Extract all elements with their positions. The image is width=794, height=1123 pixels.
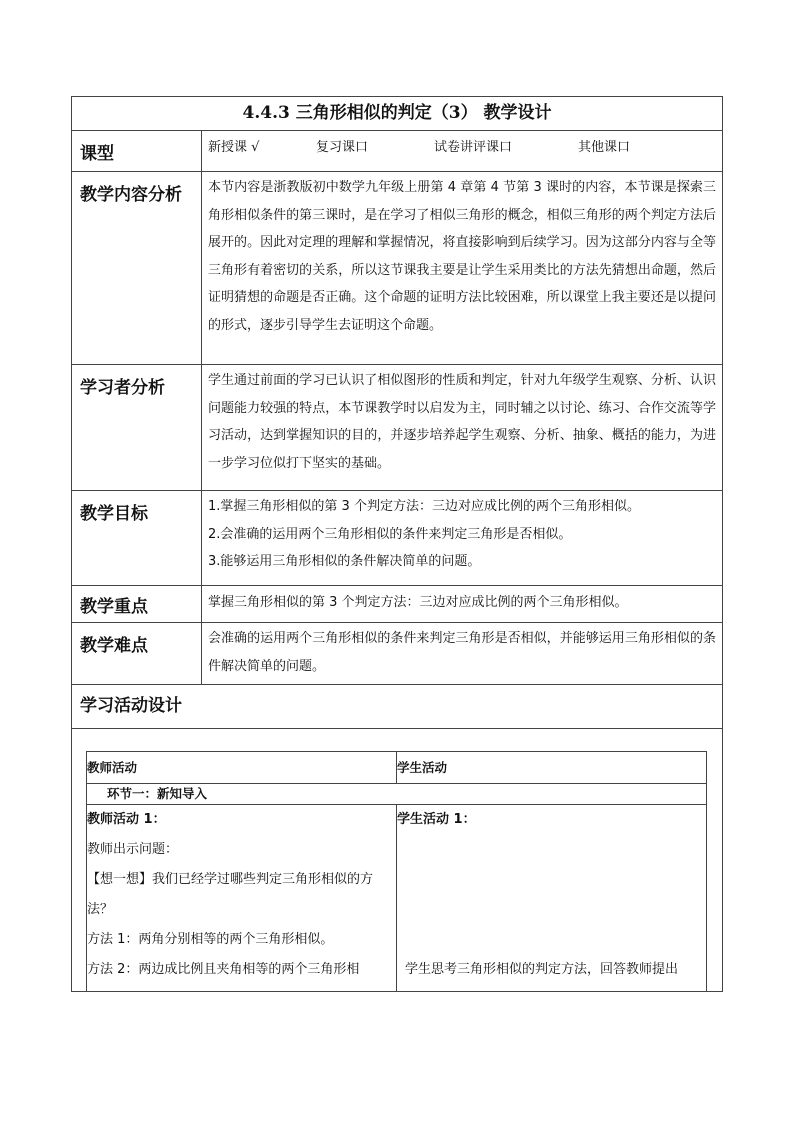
lesson-plan-table bbox=[71, 96, 723, 992]
teacher-activity-header: 教师活动 bbox=[87, 752, 397, 784]
stage-label: 环节一：新知导入 bbox=[87, 784, 707, 805]
course-type-option: 新授课 √ bbox=[208, 140, 260, 155]
course-type-option: 其他课口 bbox=[578, 140, 631, 155]
difficulties-text: 会准确的运用两个三角形相似的条件来判定三角形是否相似，并能够运用三角形相似的条件解决简单的问题。 bbox=[202, 623, 723, 685]
learner-analysis-text: 学生通过前面的学习已认识了相似图形的性质和判定，针对九年级学生观察、分析、认识问题能力较强的特点，本节课教学时以启发为主，同时辅之以讨论、练习、合作交流等学习活动，达到掌握知识的目的，并逐步培养起学生观察、分析、抽象、概括的能力，为进一步学习位似打下坚实的基础。 bbox=[202, 365, 723, 491]
objective-item: 2.会准确的运用两个三角形相似的条件来判定三角形是否相似。 bbox=[208, 526, 572, 542]
course-type-options bbox=[202, 131, 723, 172]
page-title: 4.4.3 三角形相似的判定（3） 教学设计 bbox=[72, 97, 723, 131]
objective-item: 3.能够运用三角形相似的条件解决简单的问题。 bbox=[208, 554, 481, 569]
teacher-activity-cell bbox=[87, 805, 397, 992]
content-analysis-text: 本节内容是浙教版初中数学九年级上册第 4 章第 4 节第 3 课时的内容，本节课是探索三角形相似条件的第三课时，是在学习了相似三角形的概念，相似三角形的两个判定方法后展开的。因此对定理的理解和掌握情况，将直接影响到后续学习。因为这部分内容与全等三角形有着密切的关系，所以这节课我主要是让学生采用类比的方法先猜想出命题，然后证明猜想的命题是否正确。这个命题的证明方法比较困难，所以课堂上我主要还是以提问的形式，逐步引导学生去证明这个命题。 bbox=[202, 172, 723, 365]
course-type-option: 复习课口 bbox=[316, 140, 369, 155]
difficulties-label: 教学难点 bbox=[72, 623, 202, 685]
activity-design-cell bbox=[72, 729, 723, 992]
objectives-label: 教学目标 bbox=[72, 491, 202, 586]
teacher-line: 教师出示问题： bbox=[87, 842, 179, 857]
student-line: 学生思考三角形相似的判定方法，回答教师提出 bbox=[405, 962, 679, 977]
teacher-line: 【想一想】我们已经学过哪些判定三角形相似的方法？ bbox=[87, 872, 374, 917]
student-activity-header: 学生活动 bbox=[397, 752, 707, 784]
teacher-line: 方法 1：两角分别相等的两个三角形相似。 bbox=[87, 932, 334, 947]
student-activity-title: 学生活动 1： bbox=[397, 812, 476, 827]
activity-table bbox=[86, 751, 707, 991]
key-points-text: 掌握三角形相似的第 3 个判定方法：三边对应成比例的两个三角形相似。 bbox=[202, 586, 723, 623]
learner-analysis-label: 学习者分析 bbox=[72, 365, 202, 491]
objectives-list bbox=[202, 491, 723, 586]
key-points-label: 教学重点 bbox=[72, 586, 202, 623]
content-analysis-label: 教学内容分析 bbox=[72, 172, 202, 365]
student-activity-cell bbox=[397, 805, 707, 992]
activity-design-title: 学习活动设计 bbox=[72, 685, 723, 729]
course-type-option: 试卷讲评课口 bbox=[434, 140, 513, 155]
lesson-plan bbox=[71, 96, 722, 992]
activity-area bbox=[72, 729, 722, 991]
teacher-line: 方法 2：两边成比例且夹角相等的两个三角形相 bbox=[87, 962, 360, 977]
course-type-label: 课型 bbox=[72, 131, 202, 172]
objective-item: 1.掌握三角形相似的第 3 个判定方法：三边对应成比例的两个三角形相似。 bbox=[208, 499, 640, 514]
teacher-activity-title: 教师活动 1： bbox=[87, 812, 166, 827]
